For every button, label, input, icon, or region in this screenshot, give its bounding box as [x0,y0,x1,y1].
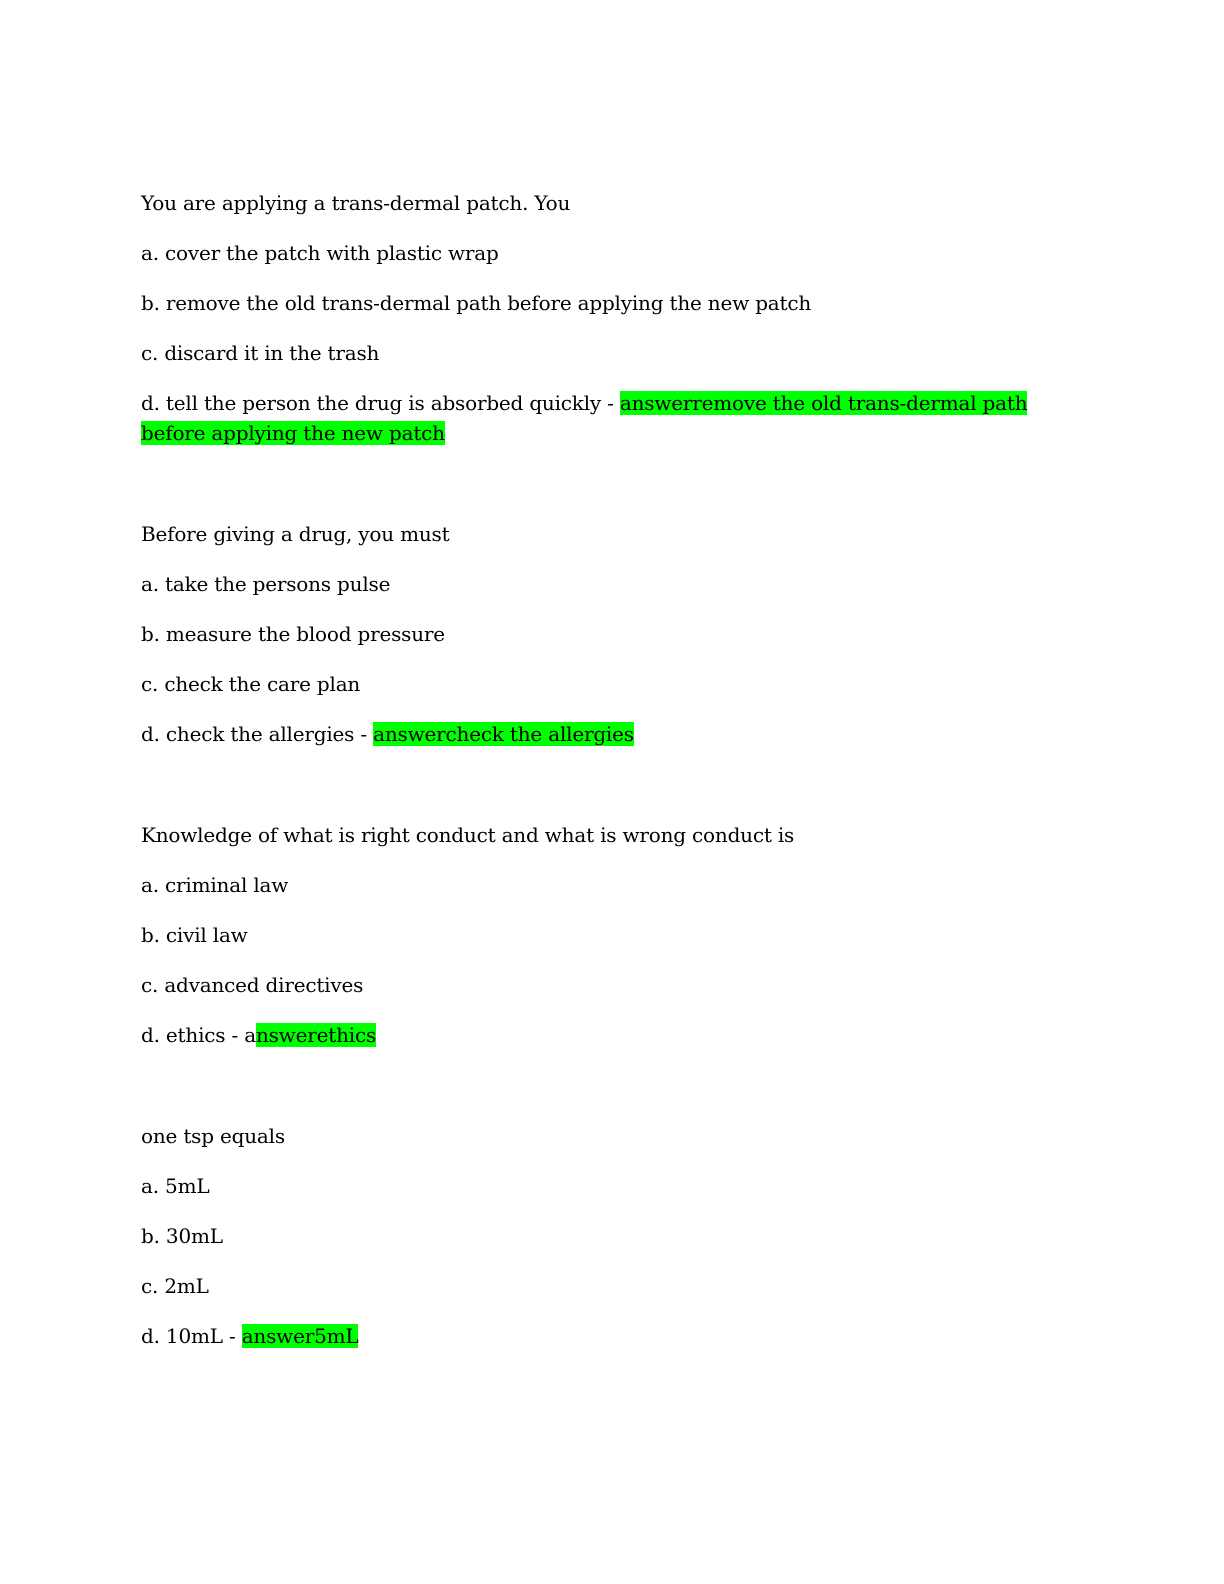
answer-option-b: b. civil law [141,923,248,947]
highlighted-answer: answerremove the old trans-dermal path before applying the new patch [141,391,1028,445]
option-d-text: d. ethics - a [141,1023,256,1047]
question-block [141,820,1061,1050]
answer-option-a: a. cover the patch with plastic wrap [141,241,499,265]
answer-option-b: b. 30mL [141,1224,223,1248]
answer-option-c: c. 2mL [141,1274,209,1298]
question-stem: You are applying a trans-dermal patch. You [141,191,571,215]
question-stem: Knowledge of what is right conduct and what is wrong conduct is [141,823,795,847]
highlighted-answer: nswerethics [255,1023,377,1047]
question-block [141,188,1061,448]
option-d-text: d. tell the person the drug is absorbed quickly - [141,391,620,415]
option-d-text: d. check the allergies - [141,722,374,746]
question-stem: Before giving a drug, you must [141,522,450,546]
answer-option-c: c. discard it in the trash [141,341,380,365]
question-block [141,519,1061,749]
answer-option-d [141,719,1061,749]
answer-option-c: c. check the care plan [141,672,361,696]
highlighted-answer: answercheck the allergies [373,722,634,746]
answer-option-c: c. advanced directives [141,973,364,997]
document-content [141,188,1061,1371]
question-block [141,1121,1061,1351]
question-spacer [141,769,1061,820]
answer-option-d [141,1020,1061,1050]
highlighted-answer: answer5mL [241,1324,359,1348]
question-spacer [141,468,1061,519]
answer-option-d [141,388,1061,448]
answer-option-b: b. measure the blood pressure [141,622,445,646]
answer-option-a: a. take the persons pulse [141,572,391,596]
question-spacer [141,1070,1061,1121]
answer-option-a: a. 5mL [141,1174,210,1198]
answer-option-b: b. remove the old trans-dermal path before applying the new patch [141,291,812,315]
option-d-text: d. 10mL - [141,1324,242,1348]
question-stem: one tsp equals [141,1124,285,1148]
answer-option-a: a. criminal law [141,873,289,897]
answer-option-d [141,1321,1061,1351]
